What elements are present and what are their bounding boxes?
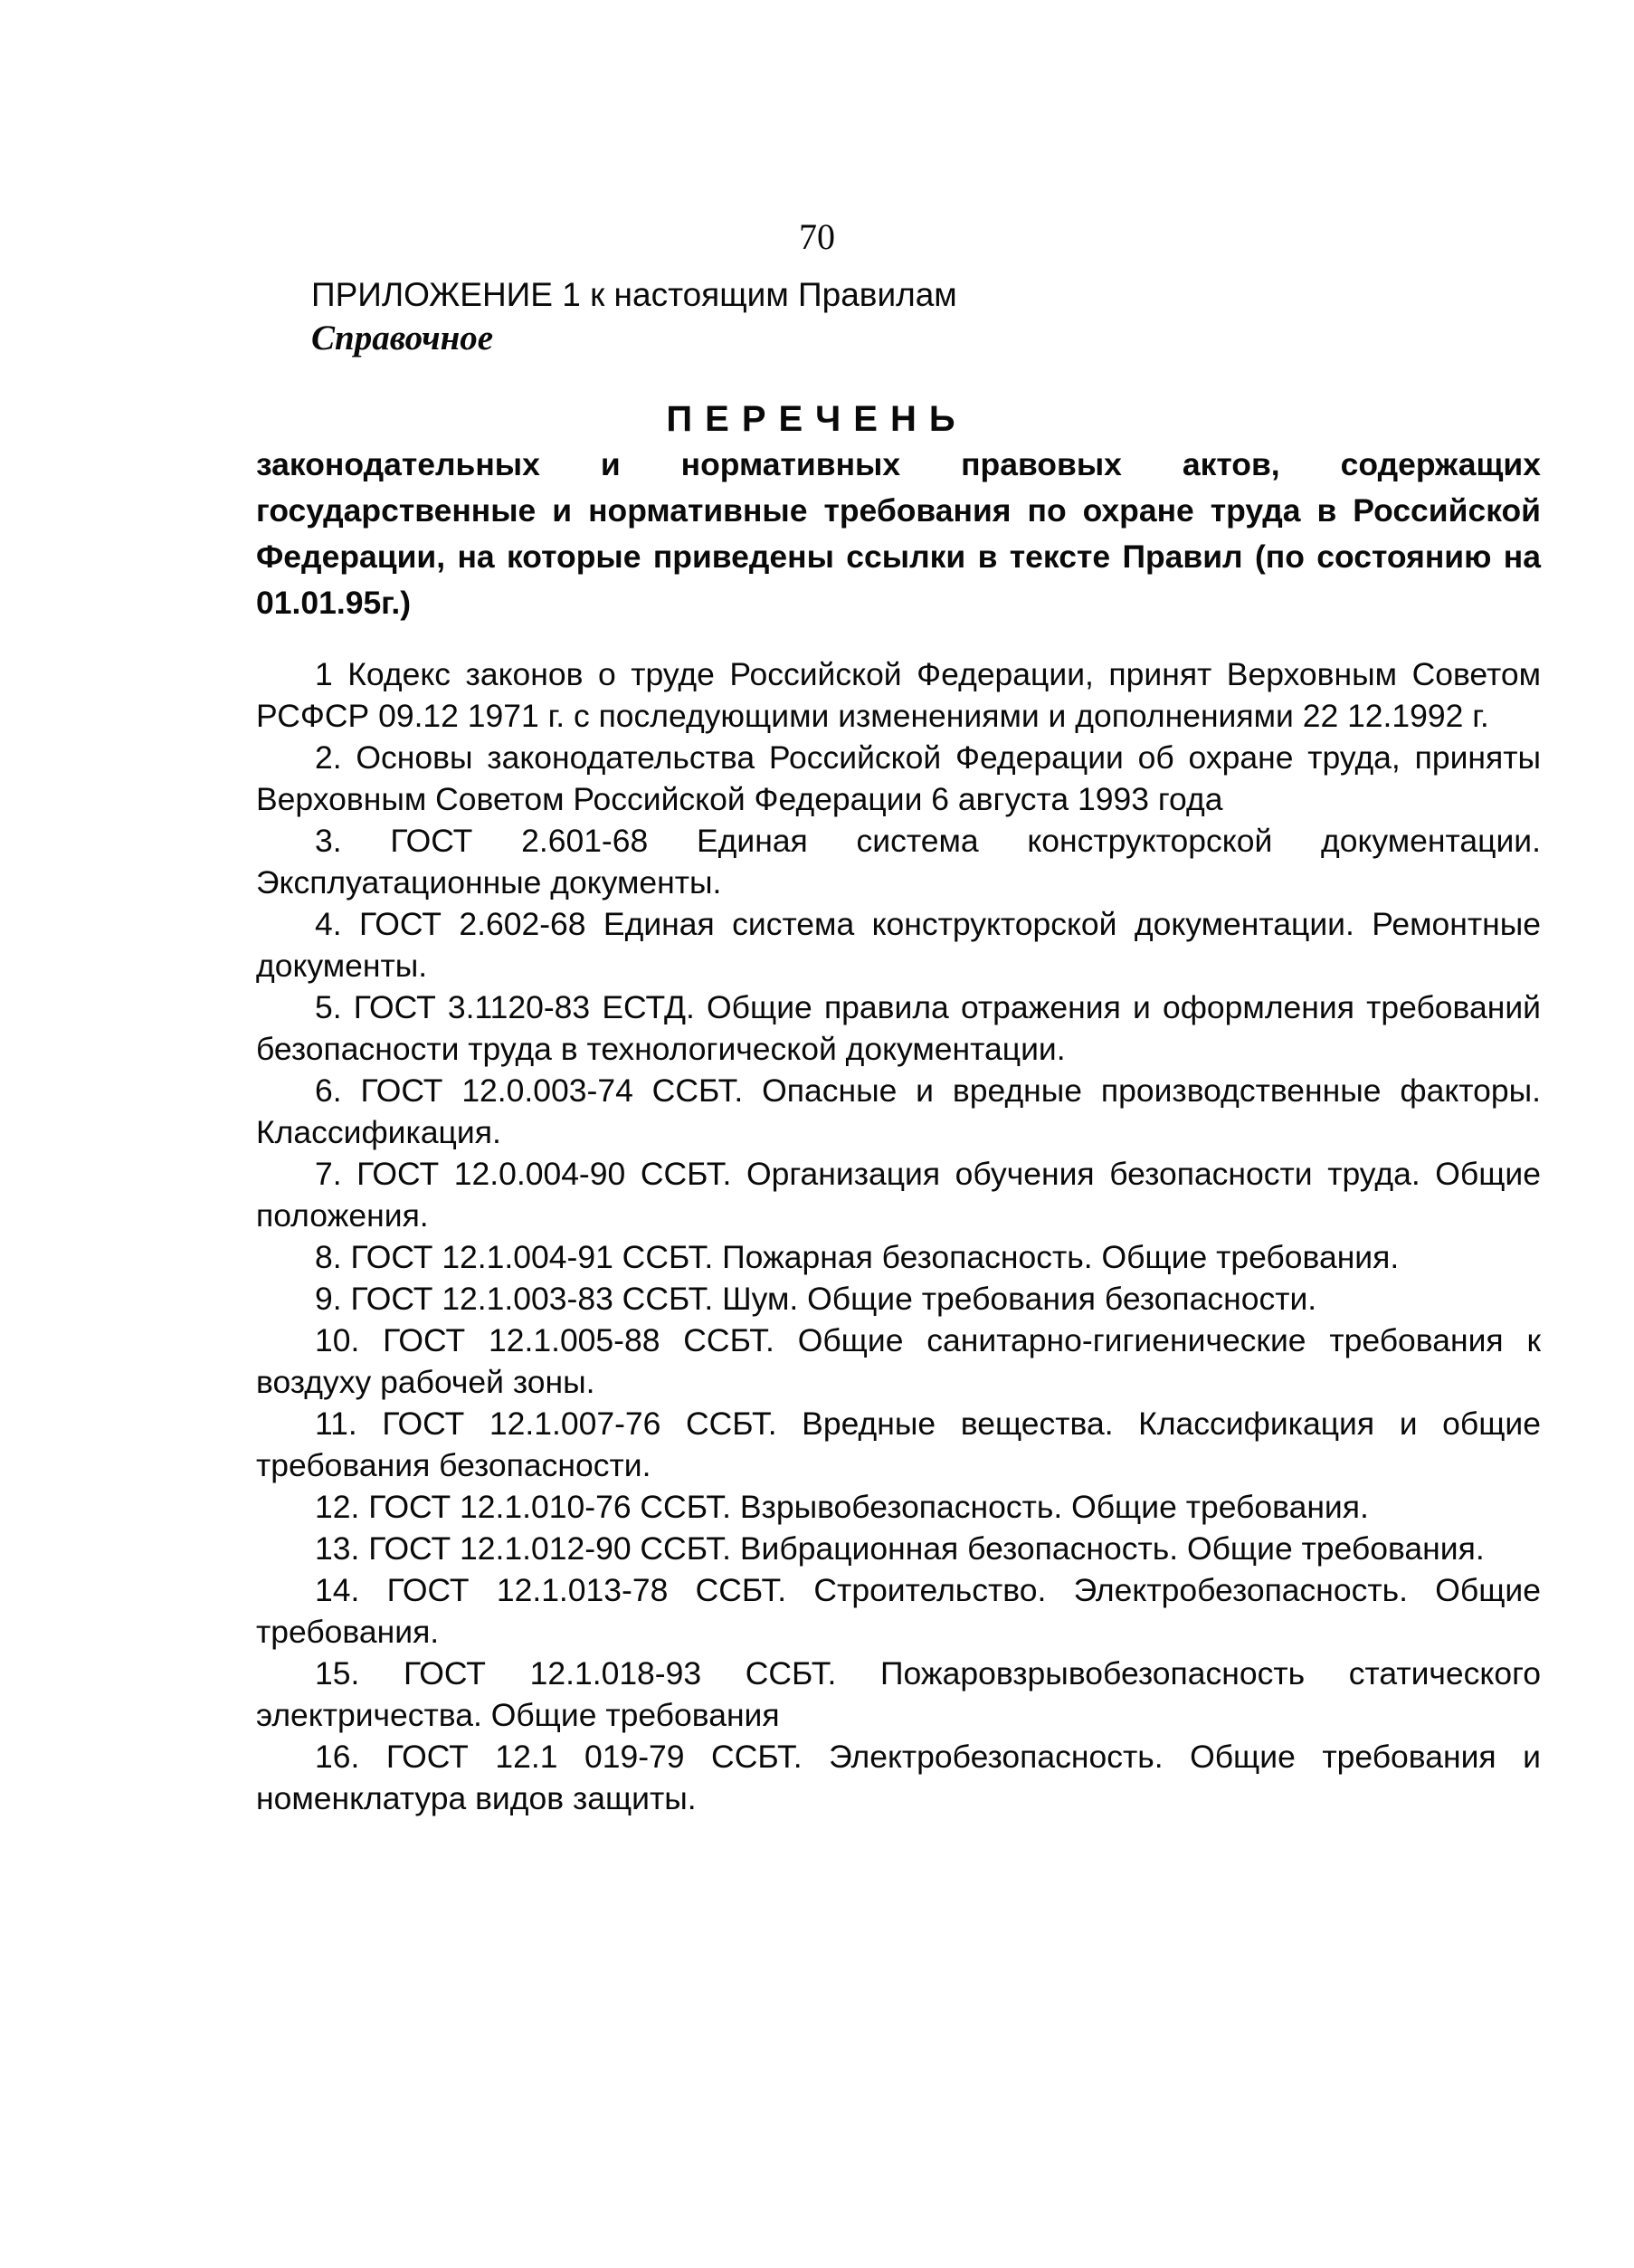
list-item: 14. ГОСТ 12.1.013-78 ССБТ. Строительство. Электробезопасность. Общие требования. (256, 1572, 1541, 1650)
list-item: 2. Основы законодательства Российской Федерации об охране труда, приняты Верховным Советом Российской Федерации 6 августа 1993 года (256, 739, 1541, 817)
list-item: 10. ГОСТ 12.1.005-88 ССБТ. Общие санитарно-гигиенические требования к воздуху рабочей зоны. (256, 1322, 1541, 1400)
list-item: 12. ГОСТ 12.1.010-76 ССБТ. Взрывобезопасность. Общие требования. (315, 1489, 1369, 1525)
list-item: 11. ГОСТ 12.1.007-76 ССБТ. Вредные вещества. Классификация и общие требования безопасности. (256, 1406, 1541, 1483)
list-item: 3. ГОСТ 2.601-68 Единая система конструкторской документации. Эксплуатационные документы. (256, 823, 1541, 901)
list-item: 6. ГОСТ 12.0.003-74 ССБТ. Опасные и вредные производственные факторы. Классификация. (256, 1072, 1541, 1150)
regulation-list (256, 653, 1541, 1819)
list-item: 8. ГОСТ 12.1.004-91 ССБТ. Пожарная безопасность. Общие требования. (315, 1239, 1400, 1275)
list-item: 7. ГОСТ 12.0.004-90 ССБТ. Организация обучения безопасности труда. Общие положения. (256, 1156, 1541, 1234)
list-item: 15. ГОСТ 12.1.018-93 ССБТ. Пожаровзрывобезопасность статического электричества. Общие требования (256, 1655, 1541, 1733)
appendix-heading: ПРИЛОЖЕНИЕ 1 к настоящим Правилам (311, 276, 957, 313)
list-item: 1 Кодекс законов о труде Российской Федерации, принят Верховным Советом РСФСР 09.12 1971 г. с последующими изменениями и дополнениями 22 12.1992 г. (256, 656, 1541, 734)
page-number: 70 (799, 216, 835, 257)
list-item: 4. ГОСТ 2.602-68 Единая система конструкторской документации. Ремонтные документы. (256, 906, 1541, 984)
reference-type-label: Справочное (311, 319, 494, 357)
document-subtitle: законодательных и нормативных правовых актов, содержащих государственные и нормативные требования по охране труда в Российской Федерации, на которые приведены ссылки в тексте Правил (по состоянию на 01.01.95г.) (256, 446, 1541, 621)
list-item: 9. ГОСТ 12.1.003-83 ССБТ. Шум. Общие требования безопасности. (315, 1281, 1317, 1317)
document-title: ПЕРЕЧЕНЬ (666, 399, 968, 439)
list-item: 16. ГОСТ 12.1 019-79 ССБТ. Электробезопасность. Общие требования и номенклатура видов защиты. (256, 1739, 1541, 1816)
list-item: 13. ГОСТ 12.1.012-90 ССБТ. Вибрационная безопасность. Общие требования. (315, 1530, 1485, 1567)
list-item: 5. ГОСТ 3.1120-83 ЕСТД. Общие правила отражения и оформления требований безопасности труда в технологической документации. (256, 989, 1541, 1067)
